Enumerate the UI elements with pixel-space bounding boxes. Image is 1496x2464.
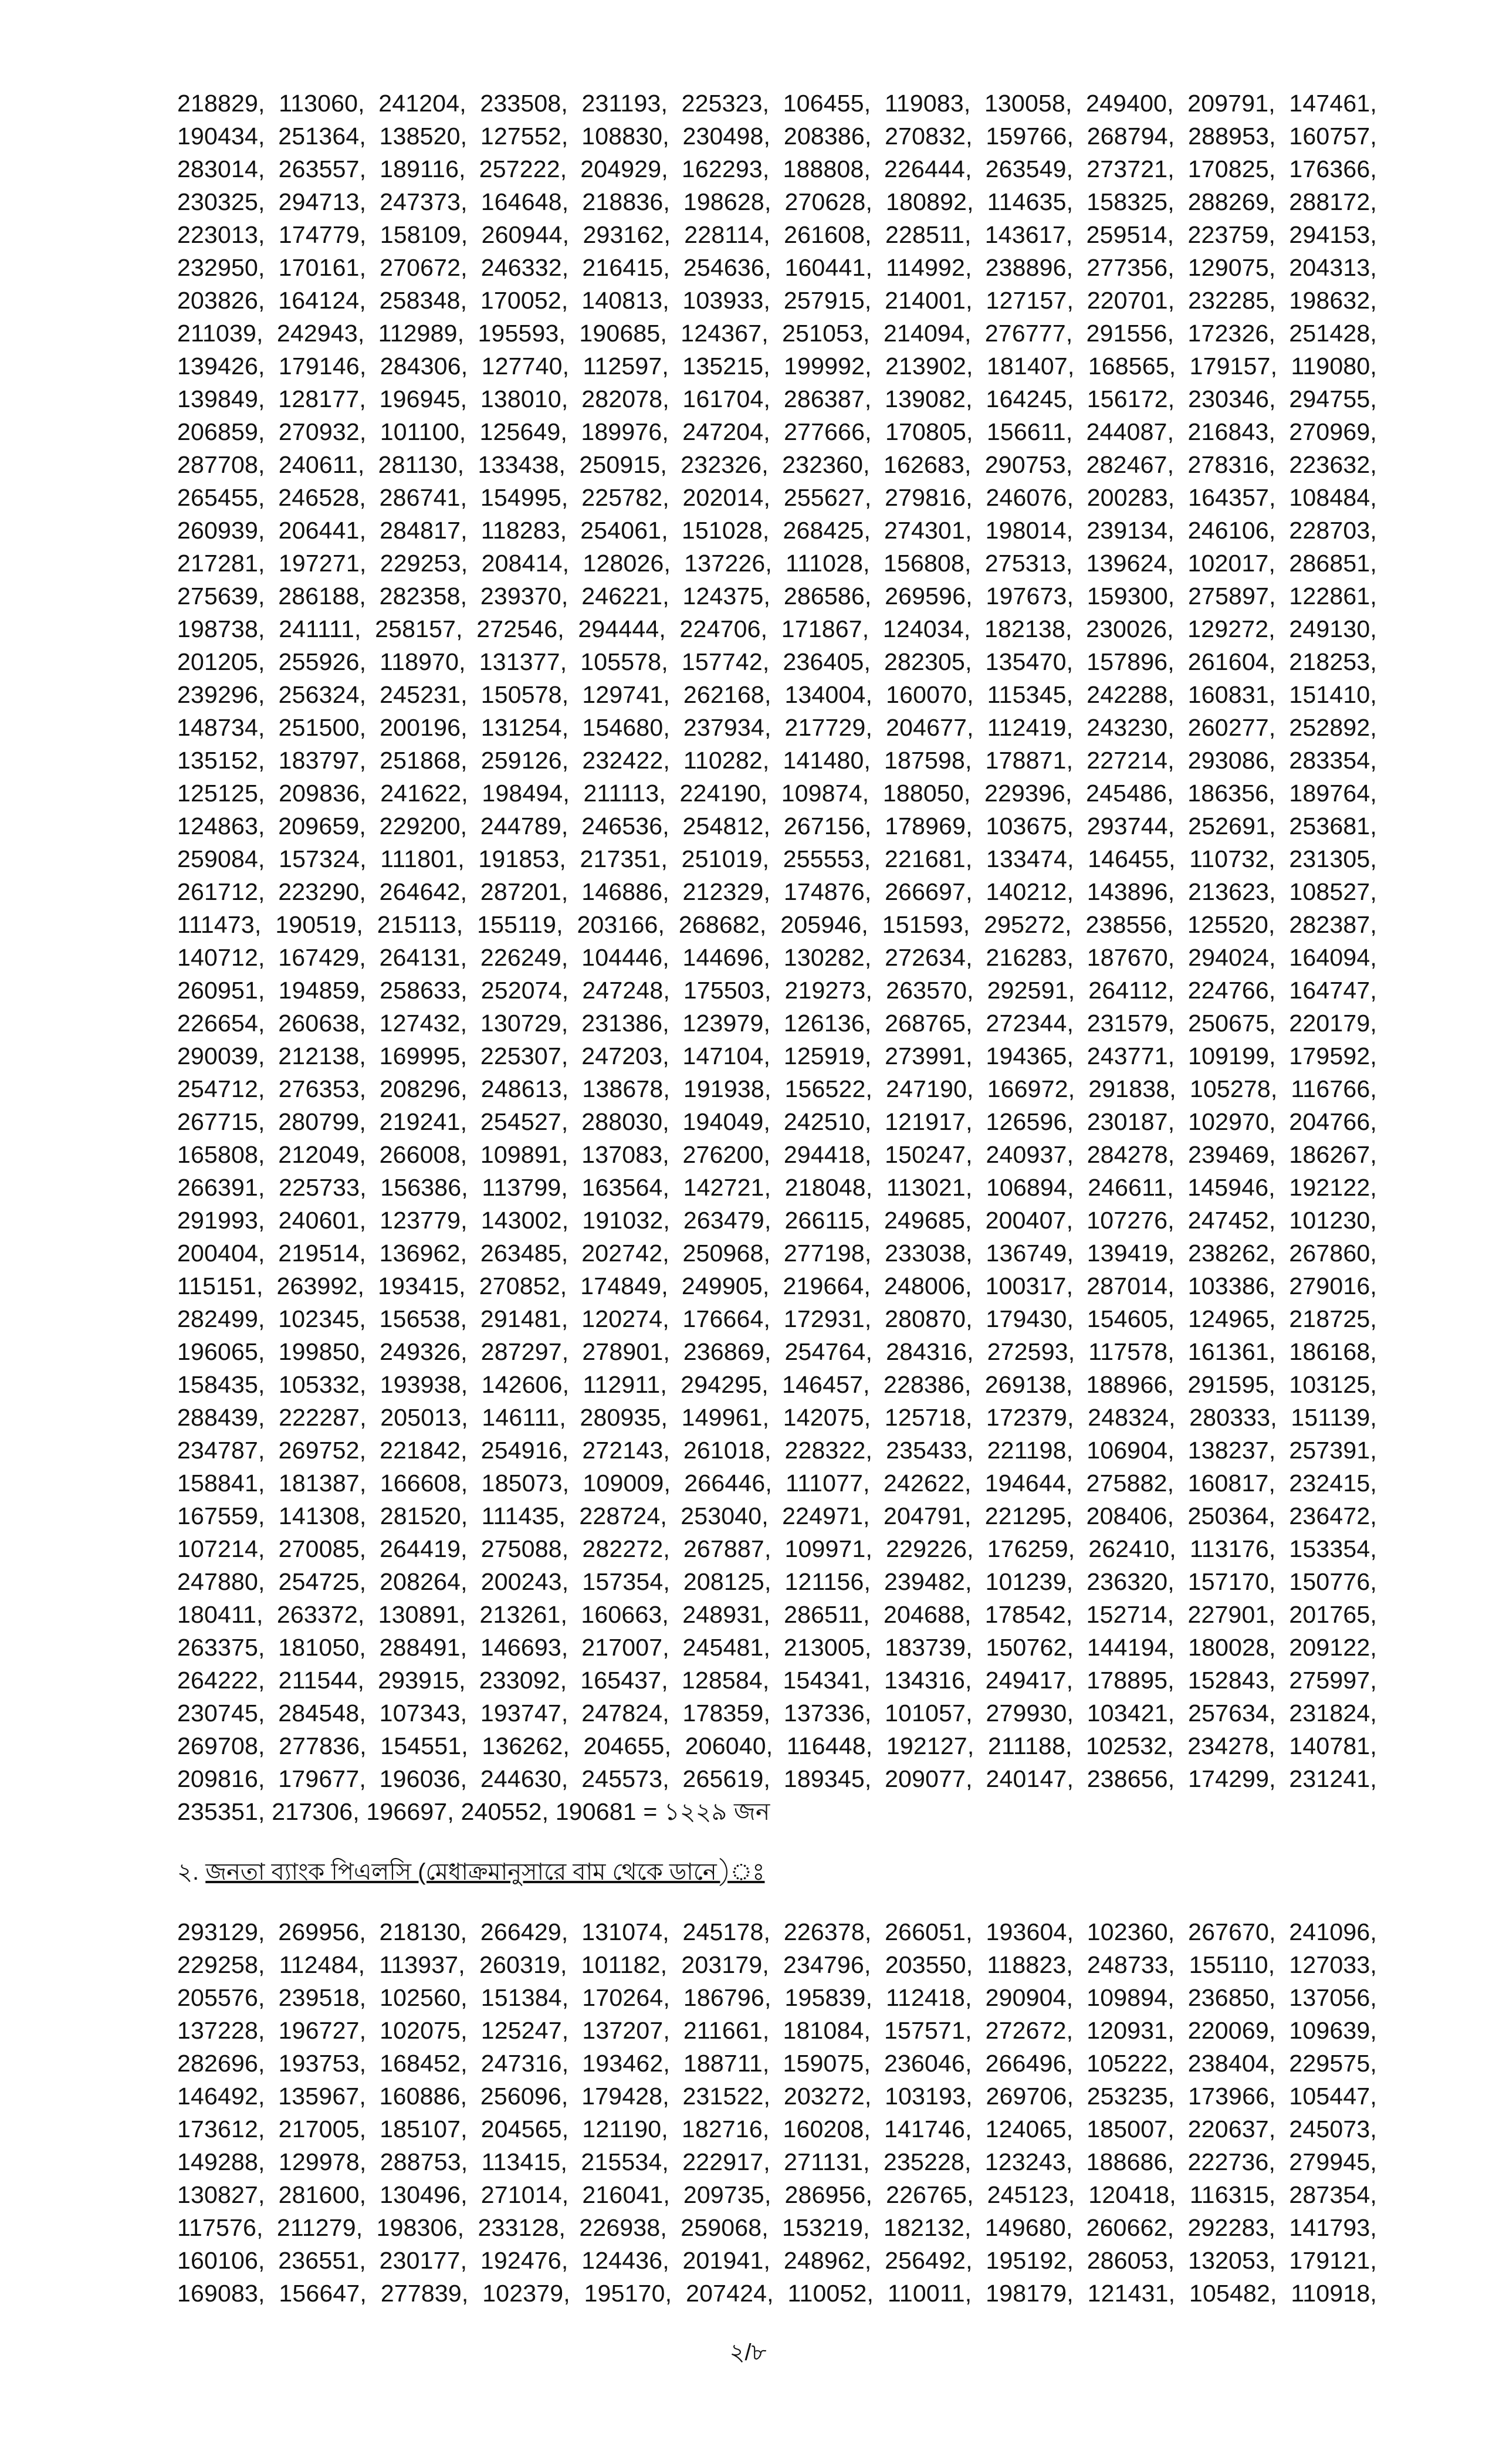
roll-number-line: 124863, 209659, 229200, 244789, 246536, 254812, 267156, 178969, 103675, 293744, 252691, 253681, <box>177 813 1377 840</box>
roll-number-line: 288439, 222287, 205013, 146111, 280935, 149961, 142075, 125718, 172379, 248324, 280333, 151139, <box>177 1404 1377 1431</box>
roll-number-line: 232950, 170161, 270672, 246332, 216415, 254636, 160441, 114992, 238896, 277356, 129075, 204313, <box>177 254 1377 281</box>
roll-number-line: 149288, 129978, 288753, 113415, 215534, 222917, 271131, 235228, 123243, 188686, 222736, 279945, <box>177 2148 1377 2175</box>
roll-number-line: 139849, 128177, 196945, 138010, 282078, 161704, 286387, 139082, 164245, 156172, 230346, 294755, <box>177 385 1377 412</box>
roll-number-line: 115151, 263992, 193415, 270852, 174849, 249905, 219664, 248006, 100317, 287014, 103386, 279016, <box>177 1272 1377 1299</box>
section-2-heading <box>177 1857 764 1887</box>
roll-number-line: 169083, 156647, 277839, 102379, 195170, 207424, 110052, 110011, 198179, 121431, 105482, 110918, <box>177 2280 1377 2307</box>
roll-number-line: 158841, 181387, 166608, 185073, 109009, 266446, 111077, 242622, 194644, 275882, 160817, 232415, <box>177 1470 1377 1497</box>
roll-number-line: 196065, 199850, 249326, 287297, 278901, 236869, 254764, 284316, 272593, 117578, 161361, 186168, <box>177 1338 1377 1365</box>
roll-number-line: 282499, 102345, 156538, 291481, 120274, 176664, 172931, 280870, 179430, 154605, 124965, 218725, <box>177 1305 1377 1332</box>
roll-number-line: 282696, 193753, 168452, 247316, 193462, 188711, 159075, 236046, 266496, 105222, 238404, 229575, <box>177 2050 1377 2077</box>
roll-number-line: 223013, 174779, 158109, 260944, 293162, 228114, 261608, 228511, 143617, 259514, 223759, 294153, <box>177 221 1377 248</box>
roll-number-line: 160106, 236551, 230177, 192476, 124436, 201941, 248962, 256492, 195192, 286053, 132053, 179121, <box>177 2247 1377 2274</box>
roll-number-line: 234787, 269752, 221842, 254916, 272143, 261018, 228322, 235433, 221198, 106904, 138237, 257391, <box>177 1437 1377 1464</box>
roll-number-line: 165808, 212049, 266008, 109891, 137083, 276200, 294418, 150247, 240937, 284278, 239469, 186267, <box>177 1141 1377 1168</box>
roll-number-line: 111473, 190519, 215113, 155119, 203166, 268682, 205946, 151593, 295272, 238556, 125520, 282387, <box>177 911 1377 938</box>
roll-number-line: 117576, 211279, 198306, 233128, 226938, 259068, 153219, 182132, 149680, 260662, 292283, 141793, <box>177 2214 1377 2241</box>
roll-number-line: 173612, 217005, 185107, 204565, 121190, 182716, 160208, 141746, 124065, 185007, 220637, 245073, <box>177 2116 1377 2143</box>
roll-number-line: 239296, 256324, 245231, 150578, 129741, 262168, 134004, 160070, 115345, 242288, 160831, 151410, <box>177 681 1377 708</box>
section-2-heading-title: জনতা ব্যাংক পিএলসি (মেধাক্রমানুসারে বাম থেকে ডানে) <box>205 1859 765 1885</box>
roll-number-line: 201205, 255926, 118970, 131377, 105578, 157742, 236405, 282305, 135470, 157896, 261604, 218253, <box>177 648 1377 675</box>
roll-number-line: 135152, 183797, 251868, 259126, 232422, 110282, 141480, 187598, 178871, 227214, 293086, 283354, <box>177 747 1377 774</box>
roll-list-section-2 <box>177 1915 1377 2310</box>
roll-number-line: 211039, 242943, 112989, 195593, 190685, 124367, 251053, 214094, 276777, 291556, 172326, 251428, <box>177 320 1377 347</box>
roll-number-line: 275639, 286188, 282358, 239370, 246221, 124375, 286586, 269596, 197673, 159300, 275897, 122861, <box>177 583 1377 610</box>
roll-number-line: 263375, 181050, 288491, 146693, 217007, 245481, 213005, 183739, 150762, 144194, 180028, 209122, <box>177 1634 1377 1661</box>
roll-number-line: 264222, 211544, 293915, 233092, 165437, 128584, 154341, 134316, 249417, 178895, 152843, 275997, <box>177 1667 1377 1694</box>
roll-number-line: 130827, 281600, 130496, 271014, 216041, 209735, 286956, 226765, 245123, 120418, 116315, 287354, <box>177 2181 1377 2208</box>
roll-number-line: 217281, 197271, 229253, 208414, 128026, 137226, 111028, 156808, 275313, 139624, 102017, 286851, <box>177 550 1377 577</box>
roll-number-line: 260939, 206441, 284817, 118283, 254061, 151028, 268425, 274301, 198014, 239134, 246106, 228703, <box>177 517 1377 544</box>
roll-number-line: 230325, 294713, 247373, 164648, 218836, 198628, 270628, 180892, 114635, 158325, 288269, 288172, <box>177 188 1377 215</box>
roll-number-line: 206859, 270932, 101100, 125649, 189976, 247204, 277666, 170805, 156611, 244087, 216843, 270969, <box>177 418 1377 445</box>
roll-number-line: 209816, 179677, 196036, 244630, 245573, 265619, 189345, 209077, 240147, 238656, 174299, 231241, <box>177 1765 1377 1792</box>
roll-number-line: 190434, 251364, 138520, 127552, 108830, 230498, 208386, 270832, 159766, 268794, 288953, 160757, <box>177 123 1377 150</box>
roll-number-line: 267715, 280799, 219241, 254527, 288030, 194049, 242510, 121917, 126596, 230187, 102970, 204766, <box>177 1108 1377 1135</box>
roll-number-line: 205576, 239518, 102560, 151384, 170264, 186796, 195839, 112418, 290904, 109894, 236850, 137056, <box>177 1984 1377 2011</box>
roll-number-line: 291993, 240601, 123779, 143002, 191032, 263479, 266115, 249685, 200407, 107276, 247452, 101230, <box>177 1207 1377 1234</box>
roll-number-line: 247880, 254725, 208264, 200243, 157354, 208125, 121156, 239482, 101239, 236320, 157170, 150776, <box>177 1568 1377 1595</box>
roll-number-line: 200404, 219514, 136962, 263485, 202742, 250968, 277198, 233038, 136749, 139419, 238262, 267860, <box>177 1240 1377 1267</box>
roll-number-line: 261712, 223290, 264642, 287201, 146886, 212329, 174876, 266697, 140212, 143896, 213623, 108527, <box>177 878 1377 905</box>
roll-number-line: 283014, 263557, 189116, 257222, 204929, 162293, 188808, 226444, 263549, 273721, 170825, 176366, <box>177 155 1377 182</box>
roll-number-line: 229258, 112484, 113937, 260319, 101182, 203179, 234796, 203550, 118823, 248733, 155110, 127033, <box>177 1951 1377 1978</box>
roll-number-line: 140712, 167429, 264131, 226249, 104446, 144696, 130282, 272634, 216283, 187670, 294024, 164094, <box>177 944 1377 971</box>
roll-number-line: 125125, 209836, 241622, 198494, 211113, 224190, 109874, 188050, 229396, 245486, 186356, 189764, <box>177 780 1377 807</box>
page-number: ২/৮ <box>729 2340 767 2365</box>
roll-number-line: 269708, 277836, 154551, 136262, 204655, 206040, 116448, 192127, 211188, 102532, 234278, 140781, <box>177 1732 1377 1759</box>
roll-number-line: 158435, 105332, 193938, 142606, 112911, 294295, 146457, 228386, 269138, 188966, 291595, 103125, <box>177 1371 1377 1398</box>
roll-number-line: 266391, 225733, 156386, 113799, 163564, 142721, 218048, 113021, 106894, 246611, 145946, 192122, <box>177 1174 1377 1201</box>
roll-number-line: 293129, 269956, 218130, 266429, 131074, 245178, 226378, 266051, 193604, 102360, 267670, 241096, <box>177 1918 1377 1945</box>
roll-number-line: 265455, 246528, 286741, 154995, 225782, 202014, 255627, 279816, 246076, 200283, 164357, 108484, <box>177 484 1377 511</box>
roll-number-line: 259084, 157324, 111801, 191853, 217351, 251019, 255553, 221681, 133474, 146455, 110732, 231305, <box>177 845 1377 872</box>
roll-number-line: 180411, 263372, 130891, 213261, 160663, 248931, 286511, 204688, 178542, 152714, 227901, 201765, <box>177 1601 1377 1628</box>
roll-number-line: 139426, 179146, 284306, 127740, 112597, 135215, 199992, 213902, 181407, 168565, 179157, 119080, <box>177 353 1377 380</box>
roll-number-line: 146492, 135967, 160886, 256096, 179428, 231522, 203272, 103193, 269706, 253235, 173966, 105447, <box>177 2083 1377 2110</box>
roll-number-line: 254712, 276353, 208296, 248613, 138678, 191938, 156522, 247190, 166972, 291838, 105278, 116766, <box>177 1075 1377 1102</box>
roll-number-line: 148734, 251500, 200196, 131254, 154680, 237934, 217729, 204677, 112419, 243230, 260277, 252892, <box>177 714 1377 741</box>
roll-number-line: 218829, 113060, 241204, 233508, 231193, 225323, 106455, 119083, 130058, 249400, 209791, 147461, <box>177 90 1377 117</box>
section-2-heading-prefix: ২. <box>177 1859 206 1885</box>
roll-number-line: 203826, 164124, 258348, 170052, 140813, 103933, 257915, 214001, 127157, 220701, 232285, 198632, <box>177 287 1377 314</box>
roll-number-line: 287708, 240611, 281130, 133438, 250915, 232326, 232360, 162683, 290753, 282467, 278316, 223632, <box>177 451 1377 478</box>
roll-number-line: 107214, 270085, 264419, 275088, 282272, 267887, 109971, 229226, 176259, 262410, 113176, 153354, <box>177 1535 1377 1562</box>
roll-number-line: 226654, 260638, 127432, 130729, 231386, 123979, 126136, 268765, 272344, 231579, 250675, 220179, <box>177 1010 1377 1037</box>
roll-number-line: 260951, 194859, 258633, 252074, 247248, 175503, 219273, 263570, 292591, 264112, 224766, 164747, <box>177 977 1377 1004</box>
roll-number-line: 230745, 284548, 107343, 193747, 247824, 178359, 137336, 101057, 279930, 103421, 257634, 231824, <box>177 1700 1377 1727</box>
roll-number-line: 198738, 241111, 258157, 272546, 294444, 224706, 171867, 124034, 182138, 230026, 129272, 249130, <box>177 615 1377 642</box>
roll-number-line: 167559, 141308, 281520, 111435, 228724, 253040, 224971, 204791, 221295, 208406, 250364, 236472, <box>177 1502 1377 1529</box>
roll-number-line: 137228, 196727, 102075, 125247, 137207, 211661, 181084, 157571, 272672, 120931, 220069, 109639, <box>177 2017 1377 2044</box>
roll-list-section-1 <box>177 87 1377 1828</box>
roll-number-line: 290039, 212138, 169995, 225307, 247203, 147104, 125919, 273991, 194365, 243771, 109199, 179592, <box>177 1043 1377 1069</box>
roll-number-line: 235351, 217306, 196697, 240552, 190681 = ১২২৯ জন <box>177 1798 770 1825</box>
